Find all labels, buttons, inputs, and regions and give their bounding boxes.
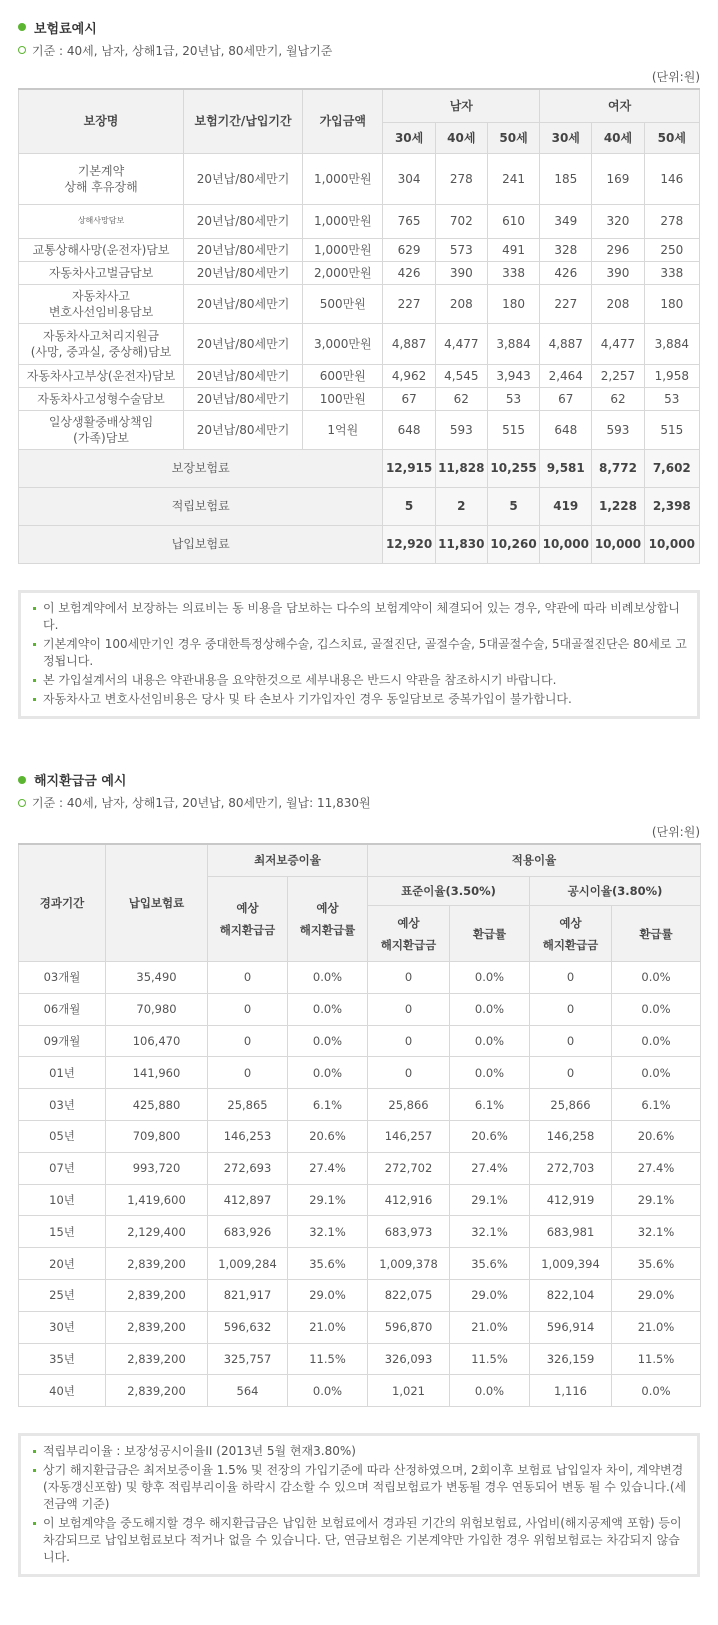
paid-premium: 2,839,200 — [106, 1375, 208, 1407]
section1-criteria — [18, 42, 700, 58]
header-min-est-ratio: 예상 해지환급률 — [288, 877, 368, 962]
std-est-refund: 0 — [368, 962, 450, 994]
header-min-est-refund: 예상 해지환급금 — [208, 877, 288, 962]
elapsed-period: 10년 — [19, 1184, 106, 1216]
min-est-ratio: 11.5% — [288, 1343, 368, 1375]
summary-value: 5 — [487, 487, 539, 525]
coverage-name: 자동차사고벌금담보 — [19, 261, 184, 284]
premium-value: 390 — [435, 261, 487, 284]
min-est-ratio: 20.6% — [288, 1120, 368, 1152]
elapsed-period: 35년 — [19, 1343, 106, 1375]
elapsed-period: 05년 — [19, 1120, 106, 1152]
pub-ratio: 27.4% — [612, 1152, 701, 1184]
elapsed-period: 03개월 — [19, 962, 106, 994]
table-row — [19, 1216, 701, 1248]
pub-ratio: 35.6% — [612, 1248, 701, 1280]
coverage-name: 자동차사고성형수술담보 — [19, 387, 184, 410]
header-std-est-refund: 예상 해지환급금 — [368, 906, 450, 962]
premium-value: 338 — [487, 261, 539, 284]
coverage-name: 자동차사고 변호사선임비용담보 — [19, 284, 184, 323]
coverage-period: 20년납/80세만기 — [184, 153, 303, 204]
premium-value: 62 — [435, 387, 487, 410]
note-item: 상기 해지환급금은 최저보증이율 1.5% 및 전장의 가입기준에 따라 산정하였으며, 2회이후 보험료 납입일자 차이, 계약변경(자동갱신포함) 및 향후 적립부리이율 하락시 감소할 수 있으며 적립보험료가 변동될 경우 연동되어 변동 될 수 있습니다.(세전금액 기준) — [31, 1462, 687, 1513]
min-est-refund: 272,693 — [208, 1152, 288, 1184]
std-est-refund: 596,870 — [368, 1311, 450, 1343]
header-public-rate: 공시이율(3.80%) — [530, 877, 701, 906]
table-row — [19, 410, 700, 449]
premium-value: 338 — [644, 261, 699, 284]
coverage-amount: 1,000만원 — [303, 238, 383, 261]
std-ratio: 6.1% — [450, 1089, 530, 1121]
min-est-refund: 1,009,284 — [208, 1248, 288, 1280]
coverage-amount: 500만원 — [303, 284, 383, 323]
coverage-period: 20년납/80세만기 — [184, 410, 303, 449]
section1-criteria-text: 기준 : 40세, 남자, 상해1급, 20년납, 80세만기, 월납기준 — [32, 43, 333, 58]
min-est-ratio: 0.0% — [288, 1025, 368, 1057]
std-est-refund: 412,916 — [368, 1184, 450, 1216]
min-est-refund: 325,757 — [208, 1343, 288, 1375]
section2-criteria-text: 기준 : 40세, 남자, 상해1급, 20년납, 80세만기, 월납: 11,830원 — [32, 796, 371, 810]
ring-dot-icon — [18, 799, 26, 807]
pub-est-refund: 326,159 — [530, 1343, 612, 1375]
elapsed-period: 01년 — [19, 1057, 106, 1089]
elapsed-period: 20년 — [19, 1248, 106, 1280]
premium-value: 328 — [540, 238, 592, 261]
summary-row — [19, 449, 700, 487]
coverage-period: 20년납/80세만기 — [184, 364, 303, 387]
table-row — [19, 1311, 701, 1343]
paid-premium: 425,880 — [106, 1089, 208, 1121]
header-std-ratio: 환급률 — [450, 906, 530, 962]
elapsed-period: 03년 — [19, 1089, 106, 1121]
header-age: 50세 — [644, 122, 699, 153]
premium-value: 3,884 — [644, 323, 699, 364]
table-row — [19, 1279, 701, 1311]
section1-unit: (단위:원) — [651, 70, 700, 84]
paid-premium: 709,800 — [106, 1120, 208, 1152]
summary-value: 11,830 — [435, 525, 487, 563]
premium-value: 426 — [383, 261, 435, 284]
summary-value: 10,260 — [487, 525, 539, 563]
min-est-ratio: 29.1% — [288, 1184, 368, 1216]
premium-value: 2,464 — [540, 364, 592, 387]
summary-value: 10,000 — [644, 525, 699, 563]
table-row — [19, 1152, 701, 1184]
pub-ratio: 29.0% — [612, 1279, 701, 1311]
paid-premium: 35,490 — [106, 962, 208, 994]
min-est-ratio: 0.0% — [288, 962, 368, 994]
std-est-refund: 146,257 — [368, 1120, 450, 1152]
pub-est-refund: 683,981 — [530, 1216, 612, 1248]
note-item: 본 가입설계서의 내용은 약관내용을 요약한것으로 세부내용은 반드시 약관을 참조하시기 바랍니다. — [31, 672, 687, 689]
premium-value: 296 — [592, 238, 644, 261]
summary-value: 2 — [435, 487, 487, 525]
table-row — [19, 204, 700, 238]
paid-premium: 106,470 — [106, 1025, 208, 1057]
header-age: 30세 — [383, 122, 435, 153]
summary-value: 7,602 — [644, 449, 699, 487]
pub-ratio: 20.6% — [612, 1120, 701, 1152]
table-row — [19, 1248, 701, 1280]
coverage-amount: 1,000만원 — [303, 204, 383, 238]
premium-value: 648 — [383, 410, 435, 449]
premium-value: 491 — [487, 238, 539, 261]
header-coverage: 보장명 — [19, 89, 184, 153]
header-standard-rate: 표준이율(3.50%) — [368, 877, 530, 906]
std-est-refund: 272,702 — [368, 1152, 450, 1184]
summary-label: 납입보험료 — [19, 525, 383, 563]
min-est-refund: 25,865 — [208, 1089, 288, 1121]
summary-value: 5 — [383, 487, 435, 525]
premium-value: 227 — [383, 284, 435, 323]
std-ratio: 27.4% — [450, 1152, 530, 1184]
min-est-refund: 0 — [208, 1025, 288, 1057]
std-est-refund: 25,866 — [368, 1089, 450, 1121]
min-est-ratio: 21.0% — [288, 1311, 368, 1343]
premium-value: 426 — [540, 261, 592, 284]
premium-value: 320 — [592, 204, 644, 238]
table-row — [19, 1089, 701, 1121]
std-ratio: 11.5% — [450, 1343, 530, 1375]
summary-value: 1,228 — [592, 487, 644, 525]
premium-table — [18, 88, 700, 564]
summary-value: 10,000 — [540, 525, 592, 563]
min-est-refund: 683,926 — [208, 1216, 288, 1248]
coverage-name: 상해사망담보 — [19, 204, 184, 238]
std-ratio: 0.0% — [450, 962, 530, 994]
std-ratio: 35.6% — [450, 1248, 530, 1280]
header-period: 보험기간/납입기간 — [184, 89, 303, 153]
elapsed-period: 07년 — [19, 1152, 106, 1184]
pub-est-refund: 146,258 — [530, 1120, 612, 1152]
summary-row — [19, 525, 700, 563]
coverage-amount: 100만원 — [303, 387, 383, 410]
premium-value: 702 — [435, 204, 487, 238]
paid-premium: 70,980 — [106, 993, 208, 1025]
paid-premium: 141,960 — [106, 1057, 208, 1089]
premium-value: 67 — [383, 387, 435, 410]
table-row — [19, 1184, 701, 1216]
coverage-period: 20년납/80세만기 — [184, 261, 303, 284]
premium-value: 146 — [644, 153, 699, 204]
std-ratio: 21.0% — [450, 1311, 530, 1343]
premium-value: 2,257 — [592, 364, 644, 387]
premium-value: 593 — [435, 410, 487, 449]
premium-value: 4,477 — [592, 323, 644, 364]
summary-value: 12,915 — [383, 449, 435, 487]
premium-value: 515 — [487, 410, 539, 449]
header-male: 남자 — [383, 89, 540, 122]
paid-premium: 2,839,200 — [106, 1343, 208, 1375]
paid-premium: 2,839,200 — [106, 1248, 208, 1280]
summary-value: 11,828 — [435, 449, 487, 487]
note-item: 적립부리이율 : 보장성공시이율II (2013년 5월 현재3.80%) — [31, 1443, 687, 1460]
summary-value: 12,920 — [383, 525, 435, 563]
min-est-ratio: 35.6% — [288, 1248, 368, 1280]
min-est-ratio: 32.1% — [288, 1216, 368, 1248]
table-row — [19, 1057, 701, 1089]
premium-value: 227 — [540, 284, 592, 323]
min-est-ratio: 27.4% — [288, 1152, 368, 1184]
paid-premium: 993,720 — [106, 1152, 208, 1184]
premium-value: 3,943 — [487, 364, 539, 387]
min-est-refund: 146,253 — [208, 1120, 288, 1152]
pub-ratio: 0.0% — [612, 962, 701, 994]
table-row — [19, 962, 701, 994]
premium-value: 610 — [487, 204, 539, 238]
premium-value: 53 — [644, 387, 699, 410]
premium-value: 390 — [592, 261, 644, 284]
coverage-name: 자동차사고처리지원금 (사망, 중과실, 중상해)담보 — [19, 323, 184, 364]
coverage-amount: 2,000만원 — [303, 261, 383, 284]
pub-ratio: 0.0% — [612, 993, 701, 1025]
premium-value: 3,884 — [487, 323, 539, 364]
summary-value: 10,255 — [487, 449, 539, 487]
pub-ratio: 0.0% — [612, 1057, 701, 1089]
paid-premium: 2,129,400 — [106, 1216, 208, 1248]
summary-value: 2,398 — [644, 487, 699, 525]
premium-value: 180 — [487, 284, 539, 323]
std-ratio: 0.0% — [450, 1375, 530, 1407]
section2-unit: (단위:원) — [651, 824, 700, 839]
premium-value: 4,962 — [383, 364, 435, 387]
coverage-name: 교통상해사망(운전자)담보 — [19, 238, 184, 261]
note-item: 기본계약이 100세만기인 경우 중대한특정상해수술, 깁스치료, 골절진단, 골절수술, 5대골절수술, 5대골절진단은 80세로 고정됩니다. — [31, 636, 687, 670]
pub-est-refund: 412,919 — [530, 1184, 612, 1216]
section2-title — [18, 771, 700, 789]
header-paid: 납입보험료 — [106, 844, 208, 962]
pub-ratio: 6.1% — [612, 1089, 701, 1121]
table-row — [19, 261, 700, 284]
min-est-refund: 564 — [208, 1375, 288, 1407]
header-age: 30세 — [540, 122, 592, 153]
header-amount: 가입금액 — [303, 89, 383, 153]
elapsed-period: 09개월 — [19, 1025, 106, 1057]
coverage-period: 20년납/80세만기 — [184, 238, 303, 261]
summary-value: 419 — [540, 487, 592, 525]
premium-value: 278 — [435, 153, 487, 204]
ring-dot-icon — [18, 46, 26, 54]
header-age: 40세 — [592, 122, 644, 153]
pub-est-refund: 596,914 — [530, 1311, 612, 1343]
premium-value: 4,887 — [540, 323, 592, 364]
min-est-refund: 0 — [208, 1057, 288, 1089]
min-est-refund: 596,632 — [208, 1311, 288, 1343]
header-applied-rate: 적용이율 — [368, 844, 701, 877]
premium-value: 278 — [644, 204, 699, 238]
premium-value: 67 — [540, 387, 592, 410]
std-ratio: 29.0% — [450, 1279, 530, 1311]
table-row — [19, 323, 700, 364]
section2-title-text: 해지환급금 예시 — [34, 774, 127, 789]
std-ratio: 0.0% — [450, 993, 530, 1025]
std-ratio: 29.1% — [450, 1184, 530, 1216]
summary-label: 적립보험료 — [19, 487, 383, 525]
summary-label: 보장보험료 — [19, 449, 383, 487]
coverage-period: 20년납/80세만기 — [184, 204, 303, 238]
premium-value: 53 — [487, 387, 539, 410]
section1-title — [18, 18, 700, 36]
std-est-refund: 1,009,378 — [368, 1248, 450, 1280]
coverage-amount: 1,000만원 — [303, 153, 383, 204]
pub-est-refund: 1,009,394 — [530, 1248, 612, 1280]
table-row — [19, 364, 700, 387]
premium-value: 208 — [592, 284, 644, 323]
premium-value: 185 — [540, 153, 592, 204]
paid-premium: 2,839,200 — [106, 1311, 208, 1343]
coverage-name: 자동차사고부상(운전자)담보 — [19, 364, 184, 387]
note-item: 이 보험계약을 중도해지할 경우 해지환급금은 납입한 보험료에서 경과된 기간의 위험보험료, 사업비(해지공제액 포함) 등이 차감되므로 납입보험료보다 적거나 없을 수 있습니다. 단, 연금보험은 기본계약만 가입한 경우 위험보험료는 차감되지 않습니다. — [31, 1515, 687, 1566]
elapsed-period: 40년 — [19, 1375, 106, 1407]
section1-title-text: 보험료예시 — [34, 21, 97, 37]
premium-value: 593 — [592, 410, 644, 449]
header-pub-est-refund: 예상 해지환급금 — [530, 906, 612, 962]
pub-ratio: 21.0% — [612, 1311, 701, 1343]
premium-value: 573 — [435, 238, 487, 261]
note-item: 자동차사고 변호사선임비용은 당사 및 타 손보사 기가입자인 경우 동일담보로 중복가입이 불가합니다. — [31, 691, 687, 708]
table-row — [19, 1343, 701, 1375]
min-est-ratio: 6.1% — [288, 1089, 368, 1121]
std-ratio: 0.0% — [450, 1025, 530, 1057]
section2-criteria — [18, 795, 700, 811]
premium-value: 515 — [644, 410, 699, 449]
premium-value: 648 — [540, 410, 592, 449]
pub-est-refund: 25,866 — [530, 1089, 612, 1121]
table-row — [19, 387, 700, 410]
coverage-name: 일상생활중배상책임 (가족)담보 — [19, 410, 184, 449]
std-est-refund: 1,021 — [368, 1375, 450, 1407]
header-female: 여자 — [540, 89, 700, 122]
min-est-ratio: 29.0% — [288, 1279, 368, 1311]
table-row — [19, 1025, 701, 1057]
table-row — [19, 238, 700, 261]
elapsed-period: 06개월 — [19, 993, 106, 1025]
std-est-refund: 0 — [368, 1025, 450, 1057]
premium-value: 765 — [383, 204, 435, 238]
summary-value: 10,000 — [592, 525, 644, 563]
premium-value: 208 — [435, 284, 487, 323]
table-row — [19, 1120, 701, 1152]
coverage-amount: 3,000만원 — [303, 323, 383, 364]
table-row — [19, 1375, 701, 1407]
premium-value: 4,887 — [383, 323, 435, 364]
header-age: 50세 — [487, 122, 539, 153]
header-min-rate: 최저보증이율 — [208, 844, 368, 877]
pub-ratio: 32.1% — [612, 1216, 701, 1248]
min-est-ratio: 0.0% — [288, 993, 368, 1025]
coverage-period: 20년납/80세만기 — [184, 323, 303, 364]
pub-est-refund: 0 — [530, 1057, 612, 1089]
coverage-amount: 600만원 — [303, 364, 383, 387]
premium-value: 180 — [644, 284, 699, 323]
header-pub-ratio: 환급률 — [612, 906, 701, 962]
std-est-refund: 683,973 — [368, 1216, 450, 1248]
std-est-refund: 0 — [368, 993, 450, 1025]
premium-value: 4,545 — [435, 364, 487, 387]
pub-ratio: 0.0% — [612, 1375, 701, 1407]
premium-value: 349 — [540, 204, 592, 238]
paid-premium: 2,839,200 — [106, 1279, 208, 1311]
pub-est-refund: 1,116 — [530, 1375, 612, 1407]
header-elapsed: 경과기간 — [19, 844, 106, 962]
pub-est-refund: 0 — [530, 962, 612, 994]
elapsed-period: 30년 — [19, 1311, 106, 1343]
std-est-refund: 0 — [368, 1057, 450, 1089]
summary-value: 8,772 — [592, 449, 644, 487]
std-ratio: 32.1% — [450, 1216, 530, 1248]
pub-ratio: 11.5% — [612, 1343, 701, 1375]
premium-value: 4,477 — [435, 323, 487, 364]
premium-value: 62 — [592, 387, 644, 410]
pub-ratio: 29.1% — [612, 1184, 701, 1216]
table-row — [19, 153, 700, 204]
std-est-refund: 326,093 — [368, 1343, 450, 1375]
summary-value: 9,581 — [540, 449, 592, 487]
min-est-ratio: 0.0% — [288, 1375, 368, 1407]
bullet-dot-icon — [18, 23, 26, 31]
section1-notes — [18, 590, 700, 719]
min-est-refund: 0 — [208, 962, 288, 994]
pub-est-refund: 0 — [530, 993, 612, 1025]
refund-table — [18, 843, 701, 1408]
premium-value: 304 — [383, 153, 435, 204]
pub-est-refund: 272,703 — [530, 1152, 612, 1184]
coverage-period: 20년납/80세만기 — [184, 387, 303, 410]
header-age: 40세 — [435, 122, 487, 153]
premium-value: 1,958 — [644, 364, 699, 387]
std-est-refund: 822,075 — [368, 1279, 450, 1311]
pub-est-refund: 822,104 — [530, 1279, 612, 1311]
note-item: 이 보험계약에서 보장하는 의료비는 동 비용을 담보하는 다수의 보험계약이 체결되어 있는 경우, 약관에 따라 비례보상합니다. — [31, 600, 687, 634]
table-row — [19, 284, 700, 323]
coverage-period: 20년납/80세만기 — [184, 284, 303, 323]
section2-notes — [18, 1433, 700, 1577]
paid-premium: 1,419,600 — [106, 1184, 208, 1216]
min-est-ratio: 0.0% — [288, 1057, 368, 1089]
bullet-dot-icon — [18, 776, 26, 784]
std-ratio: 0.0% — [450, 1057, 530, 1089]
pub-est-refund: 0 — [530, 1025, 612, 1057]
min-est-refund: 0 — [208, 993, 288, 1025]
coverage-amount: 1억원 — [303, 410, 383, 449]
table-row — [19, 993, 701, 1025]
premium-value: 250 — [644, 238, 699, 261]
premium-value: 241 — [487, 153, 539, 204]
min-est-refund: 821,917 — [208, 1279, 288, 1311]
pub-ratio: 0.0% — [612, 1025, 701, 1057]
coverage-name: 기본계약 상해 후유장해 — [19, 153, 184, 204]
elapsed-period: 15년 — [19, 1216, 106, 1248]
std-ratio: 20.6% — [450, 1120, 530, 1152]
premium-value: 169 — [592, 153, 644, 204]
elapsed-period: 25년 — [19, 1279, 106, 1311]
summary-row — [19, 487, 700, 525]
min-est-refund: 412,897 — [208, 1184, 288, 1216]
premium-value: 629 — [383, 238, 435, 261]
